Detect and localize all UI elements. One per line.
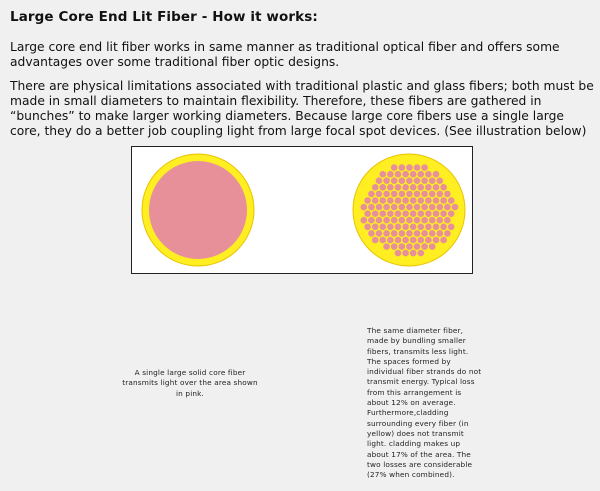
fiber-strand [376, 217, 383, 224]
bundled-fiber-caption: The same diameter fiber, made by bundling smaller fibers, transmits less light. The spaces formed by individual fiber strands do not transmit energy. Typical loss from this arrangement is about 12% on average. Furthermore,cladding surrounding every fiber (in yellow) does not transmit light. cladding makes up about 17% of the area. The two losses are considerable (27% when combined). [367, 326, 482, 480]
fiber-strand [448, 210, 455, 217]
fiber-strand [421, 177, 428, 184]
fiber-strand [402, 250, 409, 257]
fiber-strand [391, 243, 398, 250]
fiber-strand [414, 217, 421, 224]
fiber-strand [421, 243, 428, 250]
fiber-strand [414, 204, 421, 211]
fiber-strand [380, 171, 387, 178]
fiber-strand [364, 210, 371, 217]
fiber-strand [380, 184, 387, 191]
fiber-strand [406, 204, 413, 211]
fiber-strand [429, 191, 436, 198]
fiber-strand [429, 243, 436, 250]
fiber-strand [376, 230, 383, 237]
fiber-strand [421, 217, 428, 224]
fiber-strand [395, 184, 402, 191]
fiber-strand [372, 197, 379, 204]
fiber-strand [414, 164, 421, 171]
fiber-strand [425, 171, 432, 178]
fiber-strand [361, 217, 368, 224]
fiber-strand [414, 191, 421, 198]
fiber-strand [399, 217, 406, 224]
fiber-strand [418, 184, 425, 191]
fiber-strand [406, 217, 413, 224]
fiber-strand [440, 184, 447, 191]
fiber-strand [414, 230, 421, 237]
fiber-strand [376, 191, 383, 198]
fiber-strand [399, 204, 406, 211]
fiber-strand [421, 204, 428, 211]
fiber-strand [399, 230, 406, 237]
fiber-strand [425, 237, 432, 244]
fiber-strand [395, 210, 402, 217]
fiber-strand [440, 210, 447, 217]
fiber-strand [425, 224, 432, 231]
fiber-strand [399, 243, 406, 250]
bundled-fiber [353, 154, 465, 266]
fiber-strand [380, 224, 387, 231]
fiber-strand [448, 224, 455, 231]
fiber-strand [391, 204, 398, 211]
fiber-strand [383, 204, 390, 211]
fiber-strand [421, 164, 428, 171]
fiber-strand [410, 250, 417, 257]
fiber-strand [387, 224, 394, 231]
fiber-strand [383, 191, 390, 198]
fiber-strand [433, 197, 440, 204]
fiber-comparison-illustration [131, 146, 473, 274]
fiber-strand [410, 171, 417, 178]
fiber-strand [437, 204, 444, 211]
fiber-strand [368, 204, 375, 211]
fiber-strand [444, 204, 451, 211]
fiber-strand [372, 184, 379, 191]
intro-paragraph: Large core end lit fiber works in same manner as traditional optical fiber and offers some advantages over some traditional fiber optic designs. [10, 40, 560, 69]
single-core [149, 161, 247, 259]
fiber-strand [402, 184, 409, 191]
fiber-strand [421, 230, 428, 237]
fiber-strand [429, 230, 436, 237]
fiber-strand [429, 177, 436, 184]
fiber-strand [391, 191, 398, 198]
limitations-paragraph: There are physical limitations associated with traditional plastic and glass fibers; both must be made in small diameters to maintain flexibility. Therefore, these fibers are gathered in “bunches” to make larger working diameters. Because large core fibers use a single large core, they do a better job coupling light from large focal spot devices. (See illustration below) [10, 79, 594, 138]
fiber-strand [402, 197, 409, 204]
fiber-strand [387, 171, 394, 178]
fiber-strand [364, 224, 371, 231]
fiber-strand [380, 210, 387, 217]
fiber-strand [391, 177, 398, 184]
fiber-strand [406, 164, 413, 171]
fiber-strand [418, 210, 425, 217]
fiber-strand [440, 224, 447, 231]
fiber-strand [429, 217, 436, 224]
fiber-strand [437, 191, 444, 198]
fiber-strand [387, 237, 394, 244]
fiber-strand [418, 237, 425, 244]
fiber-strand [383, 230, 390, 237]
page-title: Large Core End Lit Fiber - How it works: [10, 9, 318, 25]
fiber-strand [433, 237, 440, 244]
fiber-strand [410, 197, 417, 204]
fiber-strand [433, 171, 440, 178]
fiber-strand [376, 204, 383, 211]
single-core-fiber [142, 154, 254, 266]
fiber-strand [383, 177, 390, 184]
fiber-strand [402, 224, 409, 231]
fiber-strand [433, 224, 440, 231]
fiber-strand [429, 204, 436, 211]
fiber-strand [433, 210, 440, 217]
fiber-strand [402, 210, 409, 217]
fiber-strand [444, 191, 451, 198]
fiber-strand [418, 197, 425, 204]
fiber-strand [406, 243, 413, 250]
fiber-strand [414, 243, 421, 250]
fiber-strand [440, 197, 447, 204]
fiber-strand [399, 164, 406, 171]
fiber-strand [418, 171, 425, 178]
fiber-strand [444, 230, 451, 237]
fiber-strand [437, 217, 444, 224]
fiber-strand [395, 171, 402, 178]
fiber-strand [418, 250, 425, 257]
fiber-strand [410, 237, 417, 244]
fiber-strand [368, 217, 375, 224]
fiber-strand [406, 191, 413, 198]
fiber-strand [391, 230, 398, 237]
fiber-strand [448, 197, 455, 204]
fiber-strand [383, 243, 390, 250]
fiber-strand [372, 210, 379, 217]
fiber-strand [452, 204, 459, 211]
fiber-strand [399, 191, 406, 198]
fiber-strand [406, 177, 413, 184]
fiber-strand [380, 237, 387, 244]
fiber-strand [437, 177, 444, 184]
fiber-strand [368, 230, 375, 237]
fiber-strand [440, 237, 447, 244]
fiber-strand [402, 237, 409, 244]
fiber-strand [395, 237, 402, 244]
fiber-strand [402, 171, 409, 178]
fiber-strand [364, 197, 371, 204]
fiber-strand [444, 217, 451, 224]
fiber-strand [433, 184, 440, 191]
fiber-strand [361, 204, 368, 211]
fiber-strand [425, 197, 432, 204]
fiber-strand [421, 191, 428, 198]
fiber-strand [406, 230, 413, 237]
fiber-cross-section-drawing [132, 147, 471, 272]
fiber-strand [387, 184, 394, 191]
fiber-strand [395, 250, 402, 257]
fiber-strand [395, 197, 402, 204]
fiber-strand [376, 177, 383, 184]
fiber-strand [425, 184, 432, 191]
fiber-strand [391, 217, 398, 224]
fiber-strand [380, 197, 387, 204]
fiber-strand [368, 191, 375, 198]
fiber-strand [410, 210, 417, 217]
fiber-strand [395, 224, 402, 231]
fiber-strand [372, 237, 379, 244]
fiber-strand [399, 177, 406, 184]
fiber-strand [425, 210, 432, 217]
fiber-strand [372, 224, 379, 231]
fiber-strand [387, 197, 394, 204]
fiber-strand [410, 184, 417, 191]
fiber-strand [437, 230, 444, 237]
fiber-strand [410, 224, 417, 231]
fiber-strand [383, 217, 390, 224]
single-core-caption: A single large solid core fiber transmits light over the area shown in pink. [122, 368, 258, 398]
fiber-strand [387, 210, 394, 217]
fiber-strand [418, 224, 425, 231]
fiber-strand [414, 177, 421, 184]
fiber-strand [391, 164, 398, 171]
